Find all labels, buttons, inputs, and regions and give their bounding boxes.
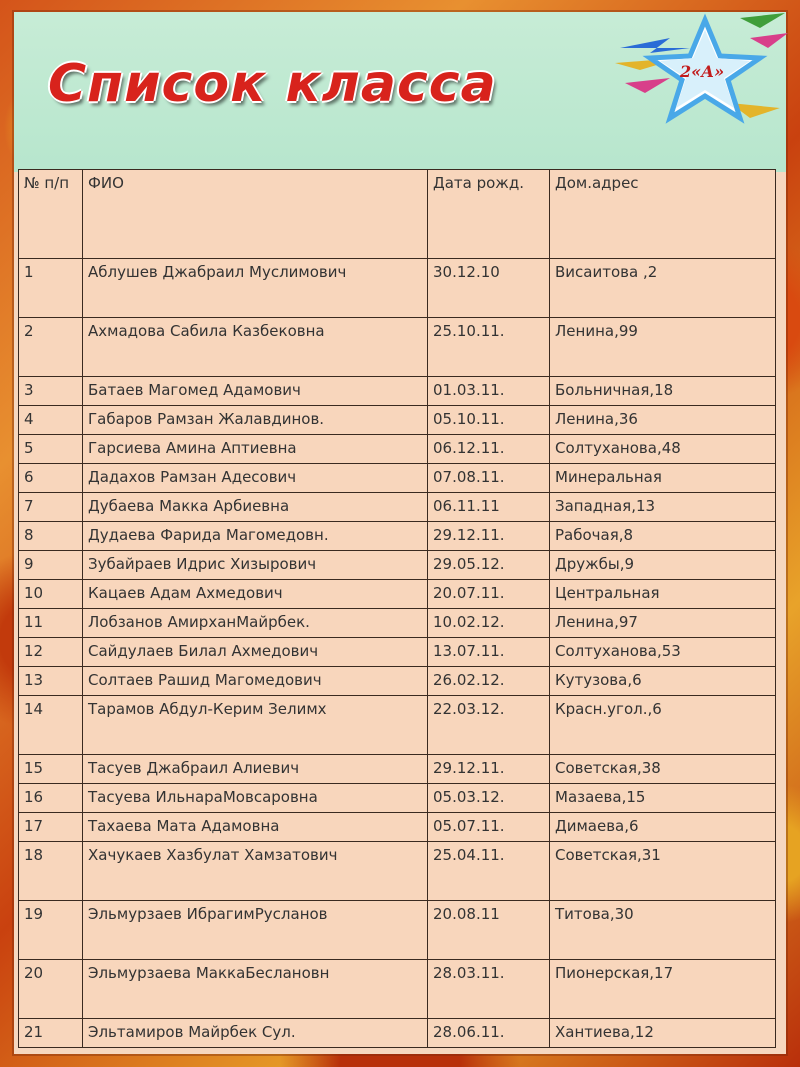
row-number: 2 — [19, 318, 83, 377]
table-row — [19, 318, 776, 377]
table-row — [19, 259, 776, 318]
birth-date: 29.12.11. — [428, 522, 550, 551]
birth-date: 29.12.11. — [428, 755, 550, 784]
home-address: Димаева,6 — [550, 813, 776, 842]
home-address: Пионерская,17 — [550, 960, 776, 1019]
row-number: 3 — [19, 377, 83, 406]
home-address: Минеральная — [550, 464, 776, 493]
birth-date: 06.11.11 — [428, 493, 550, 522]
col-header-birthdate: Дата рожд. — [428, 170, 550, 259]
birth-date: 28.03.11. — [428, 960, 550, 1019]
birth-date: 20.07.11. — [428, 580, 550, 609]
student-name: Зубайраев Идрис Хизырович — [83, 551, 428, 580]
row-number: 17 — [19, 813, 83, 842]
table-row — [19, 755, 776, 784]
class-list-table — [18, 169, 776, 1048]
col-header-number: № п/п — [19, 170, 83, 259]
birth-date: 25.10.11. — [428, 318, 550, 377]
home-address: Ленина,36 — [550, 406, 776, 435]
student-name: Кацаев Адам Ахмедович — [83, 580, 428, 609]
table-row — [19, 696, 776, 755]
birth-date: 06.12.11. — [428, 435, 550, 464]
home-address: Центральная — [550, 580, 776, 609]
student-name: Лобзанов АмирханМайрбек. — [83, 609, 428, 638]
table-row — [19, 667, 776, 696]
birth-date: 13.07.11. — [428, 638, 550, 667]
birth-date: 28.06.11. — [428, 1019, 550, 1048]
home-address: Рабочая,8 — [550, 522, 776, 551]
home-address: Кутузова,6 — [550, 667, 776, 696]
student-name: Батаев Магомед Адамович — [83, 377, 428, 406]
row-number: 16 — [19, 784, 83, 813]
row-number: 15 — [19, 755, 83, 784]
student-name: Дудаева Фарида Магомедовн. — [83, 522, 428, 551]
birth-date: 20.08.11 — [428, 901, 550, 960]
home-address: Солтуханова,48 — [550, 435, 776, 464]
birth-date: 10.02.12. — [428, 609, 550, 638]
row-number: 14 — [19, 696, 83, 755]
student-name: Тасуев Джабраил Алиевич — [83, 755, 428, 784]
row-number: 21 — [19, 1019, 83, 1048]
table-row — [19, 406, 776, 435]
student-name: Эльмурзаева МаккаБеслановн — [83, 960, 428, 1019]
student-name: Аблушев Джабраил Муслимович — [83, 259, 428, 318]
student-name: Дадахов Рамзан Адесович — [83, 464, 428, 493]
table-row — [19, 842, 776, 901]
student-name: Тарамов Абдул-Керим Зелимх — [83, 696, 428, 755]
birth-date: 29.05.12. — [428, 551, 550, 580]
table-row — [19, 784, 776, 813]
table-row — [19, 960, 776, 1019]
table-row — [19, 522, 776, 551]
student-name: Дубаева Макка Арбиевна — [83, 493, 428, 522]
row-number: 11 — [19, 609, 83, 638]
student-name: Габаров Рамзан Жалавдинов. — [83, 406, 428, 435]
student-name: Хачукаев Хазбулат Хамзатович — [83, 842, 428, 901]
row-number: 13 — [19, 667, 83, 696]
home-address: Советская,31 — [550, 842, 776, 901]
row-number: 5 — [19, 435, 83, 464]
student-name: Ахмадова Сабила Казбековна — [83, 318, 428, 377]
home-address: Титова,30 — [550, 901, 776, 960]
table-row — [19, 580, 776, 609]
student-name: Солтаев Рашид Магомедович — [83, 667, 428, 696]
row-number: 7 — [19, 493, 83, 522]
student-name: Тасуева ИльнараМовсаровна — [83, 784, 428, 813]
home-address: Мазаева,15 — [550, 784, 776, 813]
table-row — [19, 464, 776, 493]
student-name: Эльтамиров Майрбек Сул. — [83, 1019, 428, 1048]
row-number: 12 — [19, 638, 83, 667]
col-header-name: ФИО — [83, 170, 428, 259]
table-row — [19, 813, 776, 842]
home-address: Западная,13 — [550, 493, 776, 522]
table-row — [19, 377, 776, 406]
student-name: Сайдулаев Билал Ахмедович — [83, 638, 428, 667]
student-name: Тахаева Мата Адамовна — [83, 813, 428, 842]
home-address: Солтуханова,53 — [550, 638, 776, 667]
home-address: Ленина,99 — [550, 318, 776, 377]
row-number: 4 — [19, 406, 83, 435]
table-row — [19, 551, 776, 580]
row-number: 8 — [19, 522, 83, 551]
birth-date: 05.10.11. — [428, 406, 550, 435]
home-address: Висаитова ,2 — [550, 259, 776, 318]
table-row — [19, 435, 776, 464]
col-header-address: Дом.адрес — [550, 170, 776, 259]
row-number: 20 — [19, 960, 83, 1019]
birth-date: 07.08.11. — [428, 464, 550, 493]
birth-date: 05.03.12. — [428, 784, 550, 813]
student-name: Гарсиева Амина Аптиевна — [83, 435, 428, 464]
row-number: 18 — [19, 842, 83, 901]
table-row — [19, 1019, 776, 1048]
table-row — [19, 901, 776, 960]
birth-date: 05.07.11. — [428, 813, 550, 842]
home-address: Советская,38 — [550, 755, 776, 784]
row-number: 6 — [19, 464, 83, 493]
row-number: 9 — [19, 551, 83, 580]
home-address: Хантиева,12 — [550, 1019, 776, 1048]
student-name: Эльмурзаев ИбрагимРусланов — [83, 901, 428, 960]
birth-date: 01.03.11. — [428, 377, 550, 406]
home-address: Дружбы,9 — [550, 551, 776, 580]
home-address: Ленина,97 — [550, 609, 776, 638]
home-address: Больничная,18 — [550, 377, 776, 406]
table-header-row — [19, 170, 776, 259]
table-row — [19, 609, 776, 638]
row-number: 19 — [19, 901, 83, 960]
birth-date: 30.12.10 — [428, 259, 550, 318]
table-row — [19, 493, 776, 522]
page-title: Список класса — [48, 54, 497, 114]
birth-date: 22.03.12. — [428, 696, 550, 755]
birth-date: 26.02.12. — [428, 667, 550, 696]
home-address: Красн.угол.,6 — [550, 696, 776, 755]
row-number: 10 — [19, 580, 83, 609]
class-badge: 2«А» — [680, 62, 725, 81]
row-number: 1 — [19, 259, 83, 318]
birth-date: 25.04.11. — [428, 842, 550, 901]
table-row — [19, 638, 776, 667]
